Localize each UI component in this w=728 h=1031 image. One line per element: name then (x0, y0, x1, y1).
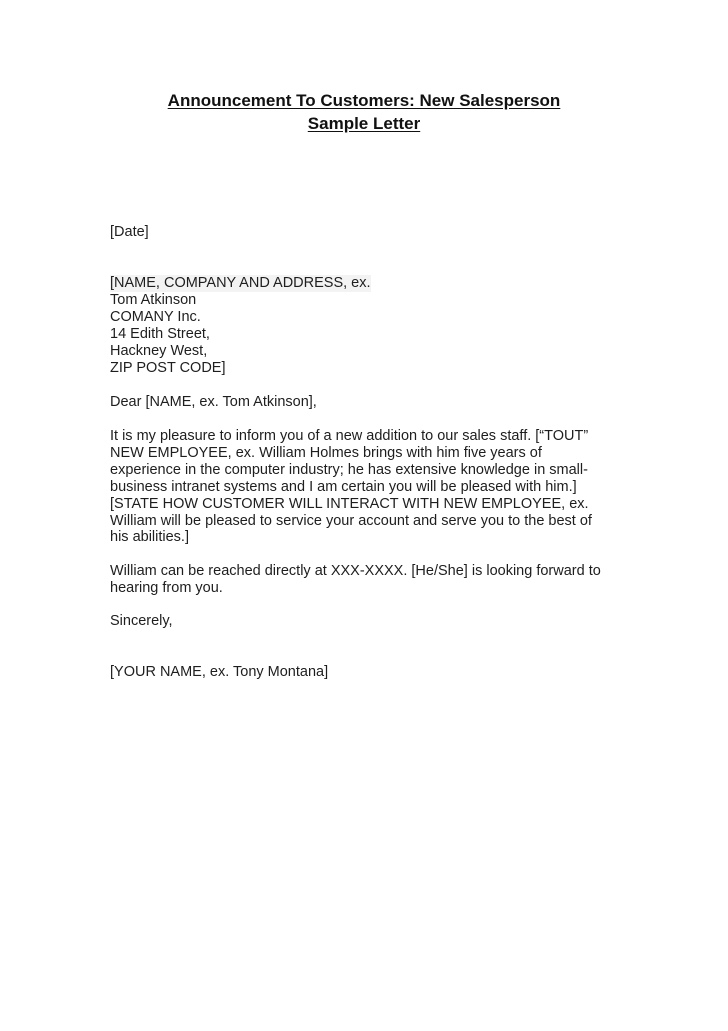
closing-line: Sincerely, (110, 613, 173, 629)
address-line: Tom Atkinson (110, 291, 197, 308)
paragraph-line: experience in the computer industry; he has extensive knowledge in small- (110, 461, 588, 478)
signature-line: [YOUR NAME, ex. Tony Montana] (110, 664, 329, 680)
address-line: 14 Edith Street, (110, 325, 210, 342)
address-line: ZIP POST CODE] (110, 359, 226, 376)
paragraph-line: business intranet systems and I am certain you will be pleased with him.] (110, 478, 577, 495)
signature-placeholder (110, 664, 620, 681)
body-paragraph-2 (110, 563, 620, 597)
date-placeholder (110, 224, 620, 241)
salutation (110, 394, 620, 411)
title-line-1: Announcement To Customers: New Salesperson (167, 91, 561, 110)
salutation-line: Dear [NAME, ex. Tom Atkinson], (110, 394, 317, 410)
closing (110, 613, 620, 630)
paragraph-line: [STATE HOW CUSTOMER WILL INTERACT WITH NEW EMPLOYEE, ex. (110, 495, 589, 512)
paragraph-line: hearing from you. (110, 579, 223, 596)
date-line: [Date] (110, 224, 149, 240)
address-line: Hackney West, (110, 342, 208, 359)
address-line: [NAME, COMPANY AND ADDRESS, ex. (110, 275, 371, 291)
paragraph-line: his abilities.] (110, 529, 189, 546)
paragraph-line: William can be reached directly at XXX-XXXX. [He/She] is looking forward to (110, 563, 601, 579)
title-line-2: Sample Letter (307, 114, 421, 133)
recipient-address-block (110, 275, 620, 376)
body-paragraph-1 (110, 428, 620, 546)
paragraph-line: William will be pleased to service your account and serve you to the best of (110, 512, 592, 529)
paragraph-line: It is my pleasure to inform you of a new addition to our sales staff. [“TOUT” (110, 428, 589, 444)
paragraph-line: NEW EMPLOYEE, ex. William Holmes brings with him five years of (110, 444, 542, 461)
document-title (100, 89, 628, 135)
address-line: COMANY Inc. (110, 308, 201, 325)
